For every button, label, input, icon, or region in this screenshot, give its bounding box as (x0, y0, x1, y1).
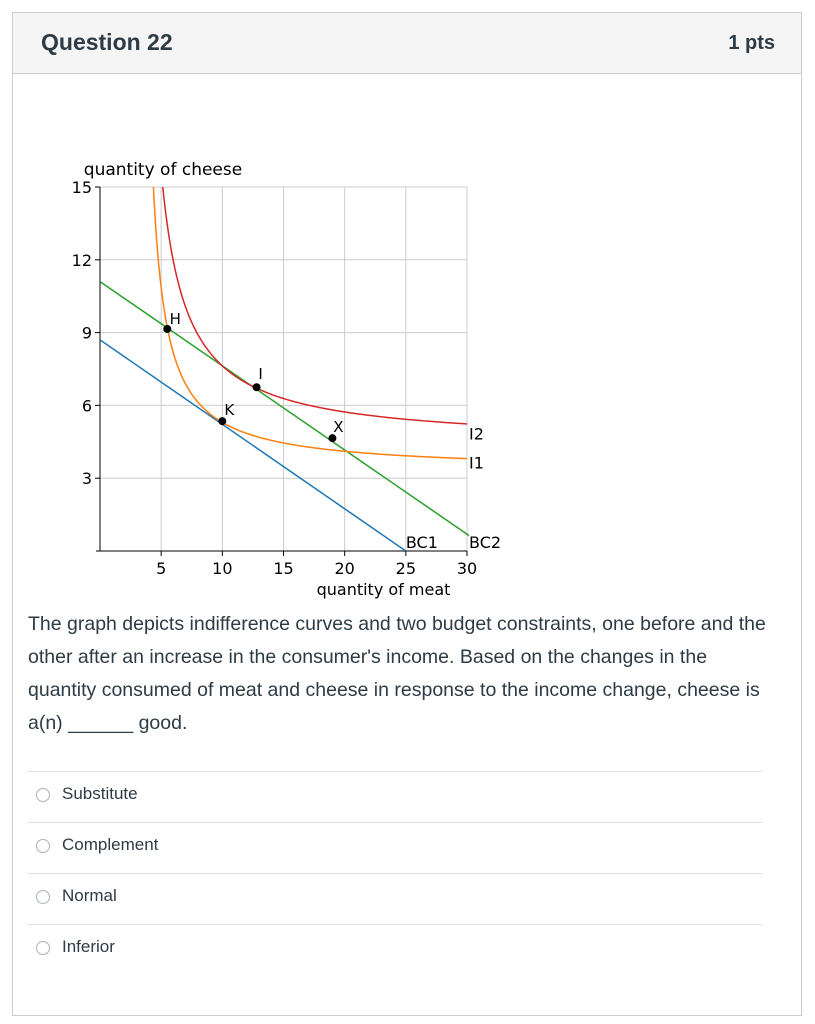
radio-button[interactable] (36, 890, 50, 904)
point-i (253, 383, 261, 391)
point-label-k: K (224, 401, 235, 420)
x-tick-label: 10 (212, 559, 233, 578)
radio-button[interactable] (36, 788, 50, 802)
x-tick-label: 15 (273, 559, 294, 578)
x-tick-label: 20 (334, 559, 355, 578)
curve-label-i2: I2 (469, 424, 484, 444)
radio-button[interactable] (36, 941, 50, 955)
y-axis-label: quantity of cheese (83, 160, 243, 180)
answer-label: Inferior (62, 937, 115, 956)
answer-option-normal[interactable] (28, 873, 763, 924)
curve-label-bc2: BC2 (469, 533, 502, 552)
x-axis-label: quantity of meat (316, 580, 451, 599)
indifference-curve-i2 (154, 150, 467, 424)
answer-option-complement[interactable] (28, 822, 763, 873)
question-header (13, 13, 801, 74)
y-tick-label: 6 (81, 396, 92, 416)
curve-label-bc1: BC1 (405, 533, 438, 552)
question-points: 1 pts (728, 32, 775, 54)
x-tick-label: 5 (156, 559, 167, 578)
radio-button[interactable] (36, 839, 50, 853)
x-tick-label: 30 (456, 559, 478, 578)
answer-label: Complement (62, 835, 159, 854)
y-tick-label: 9 (81, 323, 92, 343)
answer-label: Normal (62, 886, 117, 905)
y-tick-label: 3 (81, 469, 92, 489)
point-label-h: H (169, 309, 181, 328)
question-title: Question 22 (41, 29, 173, 55)
answer-list (28, 771, 763, 975)
point-label-x: X (333, 418, 344, 437)
x-tick-label: 25 (395, 559, 417, 578)
y-tick-label: 15 (71, 178, 92, 197)
chart-svg (40, 150, 520, 605)
y-tick-label: 12 (71, 250, 92, 270)
curve-label-i1: I1 (469, 453, 484, 473)
budget-line-bc2 (100, 282, 491, 551)
indifference-curve-chart (40, 150, 520, 610)
answer-option-inferior[interactable] (28, 924, 763, 975)
budget-line-bc1 (100, 340, 406, 551)
question-text: The graph depicts indifference curves and two budget constraints, one before and the other after an increase in the consumer's income. Based on the changes in the quantity consumed of meat and cheese in response to the income change, cheese is a(n) ______ good. (28, 613, 766, 734)
point-label-i: I (258, 365, 263, 384)
answer-option-substitute[interactable] (28, 771, 763, 822)
indifference-curve-i1 (149, 150, 467, 459)
answer-label: Substitute (62, 784, 138, 803)
